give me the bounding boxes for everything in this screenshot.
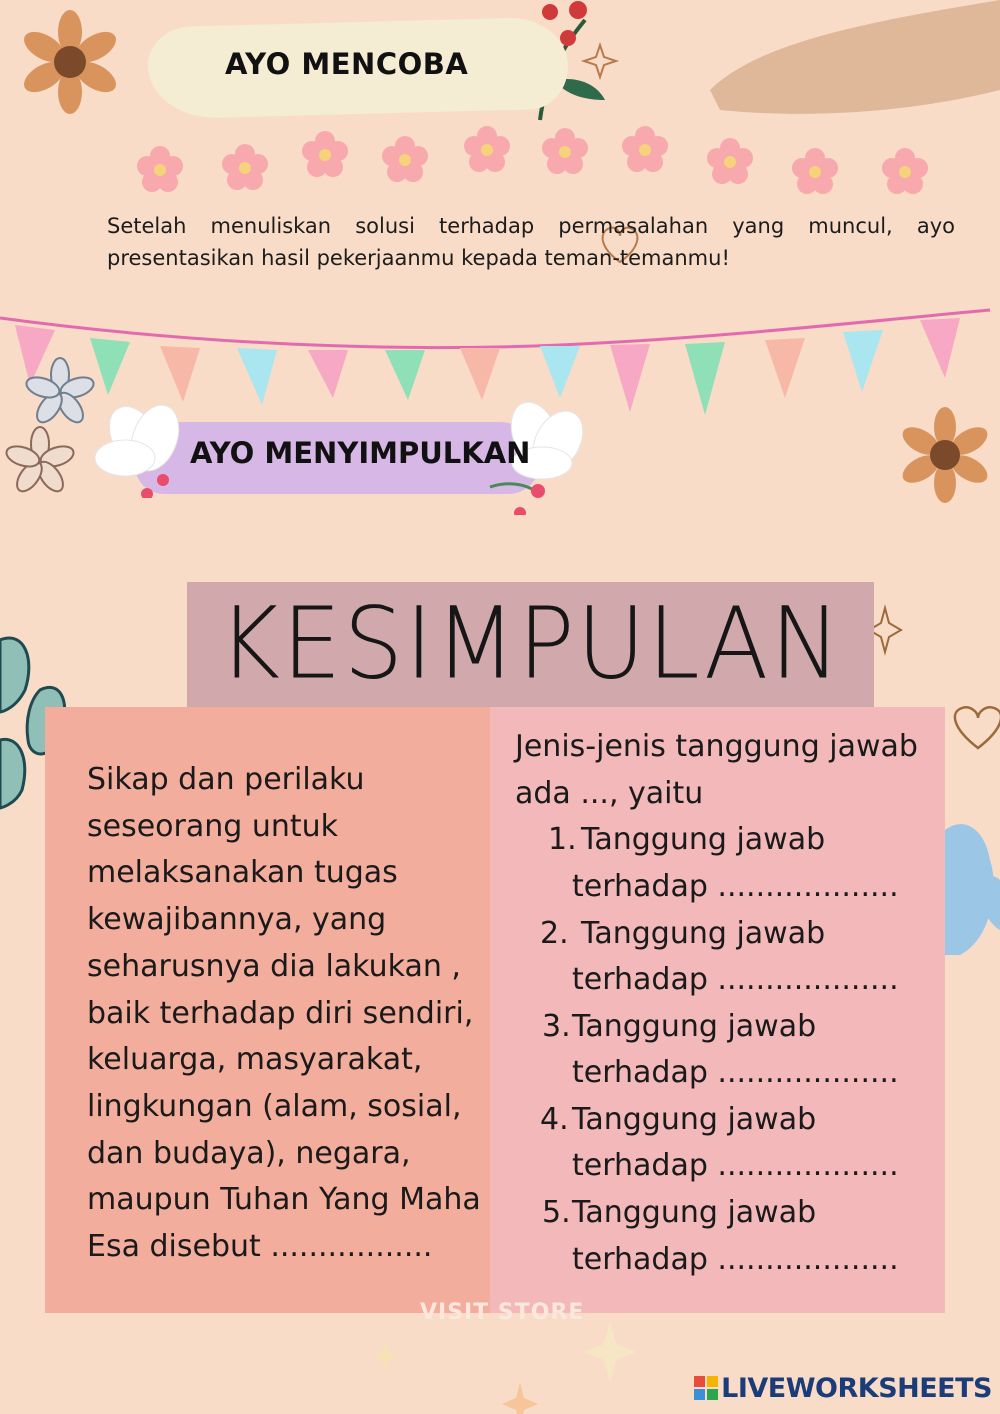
heart-outline-icon: [955, 707, 1000, 748]
list-item-line: Tanggung jawab: [581, 822, 826, 857]
list-item-line: terhadap ...................: [572, 1055, 899, 1090]
liveworksheets-logo[interactable]: [694, 1373, 992, 1404]
instruction-text: Setelah menuliskan solusi terhadap permasalahan yang muncul, ayo presentasikan hasil pekerjaanmu kepada teman-temanmu!: [107, 214, 955, 270]
list-item-line: terhadap ...................: [572, 1242, 899, 1277]
list-item-line: Tanggung jawab: [572, 1009, 817, 1044]
brown-flower-icon: [19, 10, 121, 114]
list-item-line: Tanggung jawab: [572, 1102, 817, 1137]
leaf-icon: [710, 0, 1000, 114]
section-title-ayo-menyimpulkan: AYO MENYIMPULKAN: [190, 436, 531, 470]
pink-flowers-row-icon: [137, 126, 928, 194]
list-item-number: 4.: [540, 1102, 569, 1137]
list-item-line: Tanggung jawab: [572, 1195, 817, 1230]
sparkle-icon: [502, 1382, 538, 1414]
kesimpulan-title: KESIMPULAN: [218, 587, 843, 702]
list-item-line: terhadap ...................: [572, 869, 899, 904]
logo-text: LIVEWORKSHEETS: [721, 1373, 992, 1404]
section-title-ayo-mencoba: AYO MENCOBA: [225, 47, 469, 81]
list-item-number: 3.: [542, 1009, 571, 1044]
white-flower-icon: [85, 398, 205, 498]
blue-leaf-icon: [945, 824, 1000, 955]
sparkle-icon: [584, 1322, 636, 1382]
list-item-number: 1.: [548, 822, 577, 857]
definition-text: Sikap dan perilaku seseorang untuk melaksanakan tugas kewajibannya, yang seharusnya dia lakukan , baik terhadap diri sendiri, keluarga, masyarakat, lingkungan (alam, sosial, dan budaya), negara, maupun Tuhan Yang Maha Esa disebut .................: [87, 762, 481, 1265]
list-item-line: terhadap ...................: [572, 1148, 899, 1183]
bunting-string: [0, 310, 990, 348]
line-flower-icon: [4, 358, 96, 496]
watermark-text: VISIT STORE: [420, 1300, 585, 1325]
list-item-number: 2.: [540, 916, 569, 951]
types-intro: Jenis-jenis tanggung jawab ada ..., yaitu: [515, 729, 918, 811]
list-item-line: Tanggung jawab: [581, 916, 826, 951]
list-item-number: 5.: [542, 1195, 571, 1230]
sparkle-icon: [372, 1340, 398, 1372]
brown-flower-icon: [898, 407, 992, 503]
list-item-line: terhadap ...................: [572, 962, 899, 997]
liveworksheets-logo-icon: [694, 1376, 718, 1400]
